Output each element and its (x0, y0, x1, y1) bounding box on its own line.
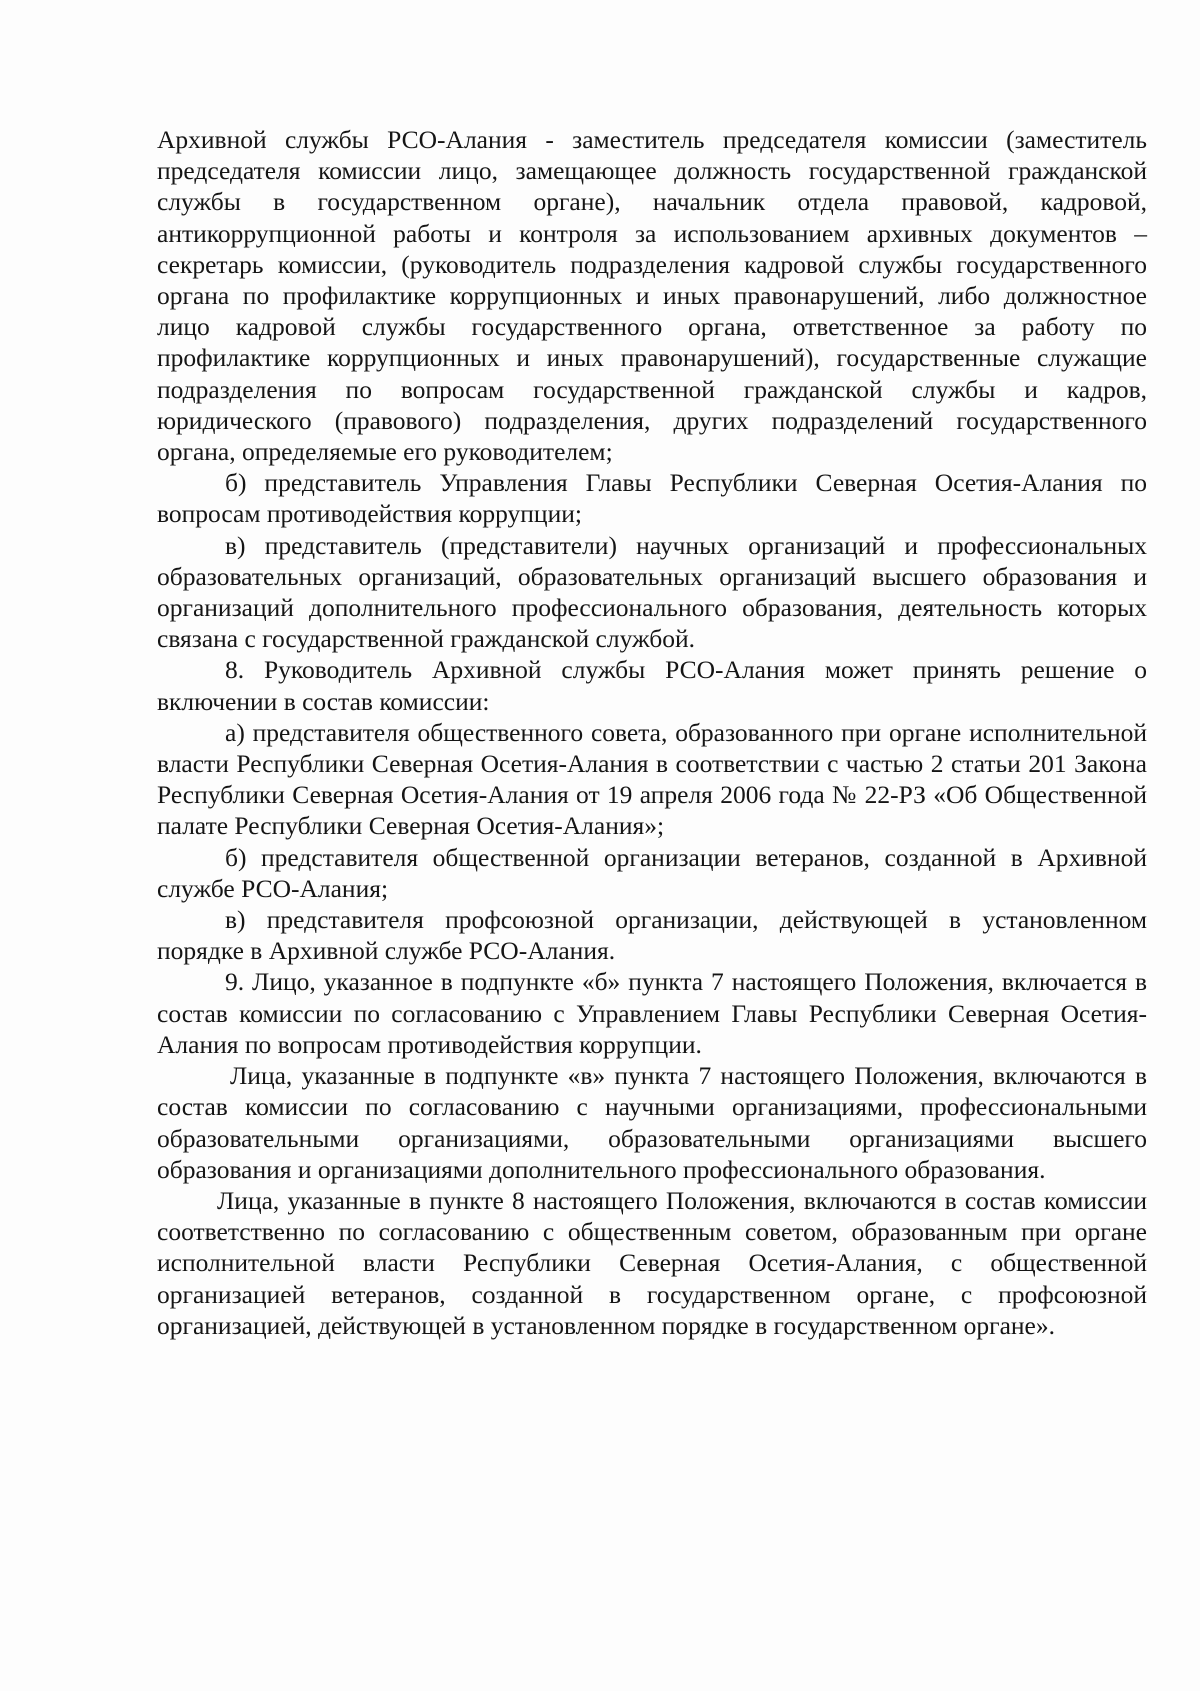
paragraph-point-8-item-a: а) представителя общественного совета, образованного при органе исполнительной власти Республики Северная Осетия-Алания в соответствии с частью 2 статьи 201 Закона Республики Северная Осетия-Алания от 19 апреля 2006 года № 22-РЗ «Об Общественной палате Республики Северная Осетия-Алания»; (157, 717, 1147, 841)
paragraph-point-9-persons-v: Лица, указанные в подпункте «в» пункта 7 настоящего Положения, включаются в состав комиссии по согласованию с научными организациями, профессиональными образовательными организациями, образовательными организациями высшего образования и организациями дополнительного профессионального образования. (157, 1061, 1147, 1184)
paragraph-commission-composition: Архивной службы РСО-Алания - заместитель председателя комиссии (заместитель председателя комиссии лицо, замещающее должность государственной гражданской службы в государственном органе), начальник отдела правовой, кадровой, антикоррупционной работы и контроля за использованием архивных документов – секретарь комиссии, (руководитель подразделения кадровой службы государственного органа по профилактике коррупционных и иных правонарушений, либо должностное лицо кадровой службы государственного органа, ответственное за работу по профилактике коррупционных и иных правонарушений), государственные служащие подразделения по вопросам государственной гражданской службы и кадров, юридического (правового) подразделения, других подразделений государственного органа, определяемые его руководителем; (157, 125, 1147, 467)
paragraph-point-8-item-v: в) представителя профсоюзной организации, действующей в установленном порядке в Архивной службе РСО-Алания. (157, 905, 1147, 966)
paragraph-point-8: 8. Руководитель Архивной службы РСО-Алания может принять решение о включении в состав комиссии: (157, 655, 1147, 716)
paragraph-point-9: 9. Лицо, указанное в подпункте «б» пункта 7 настоящего Положения, включается в состав комиссии по согласованию с Управлением Главы Республики Северная Осетия-Алания по вопросам противодействия коррупции. (157, 967, 1147, 1059)
paragraph-item-b-representative: б) представитель Управления Главы Республики Северная Осетия-Алания по вопросам противодействия коррупции; (157, 468, 1147, 529)
paragraph-point-9-persons-8: Лица, указанные в пункте 8 настоящего Положения, включаются в состав комиссии соответственно по согласованию с общественным советом, образованным при органе исполнительной власти Республики Северная Осетия-Алания, с общественной организацией ветеранов, созданной в государственном органе, с профсоюзной организацией, действующей в установленном порядке в государственном органе». (157, 1185, 1147, 1340)
document-body (157, 124, 1147, 1341)
paragraph-point-8-item-b: б) представителя общественной организации ветеранов, созданной в Архивной службе РСО-Алания; (157, 842, 1147, 903)
paragraph-item-v-representatives: в) представитель (представители) научных организаций и профессиональных образовательных организаций, образовательных организаций высшего образования и организаций дополнительного профессионального образования, деятельность которых связана с государственной гражданской службой. (157, 530, 1147, 654)
